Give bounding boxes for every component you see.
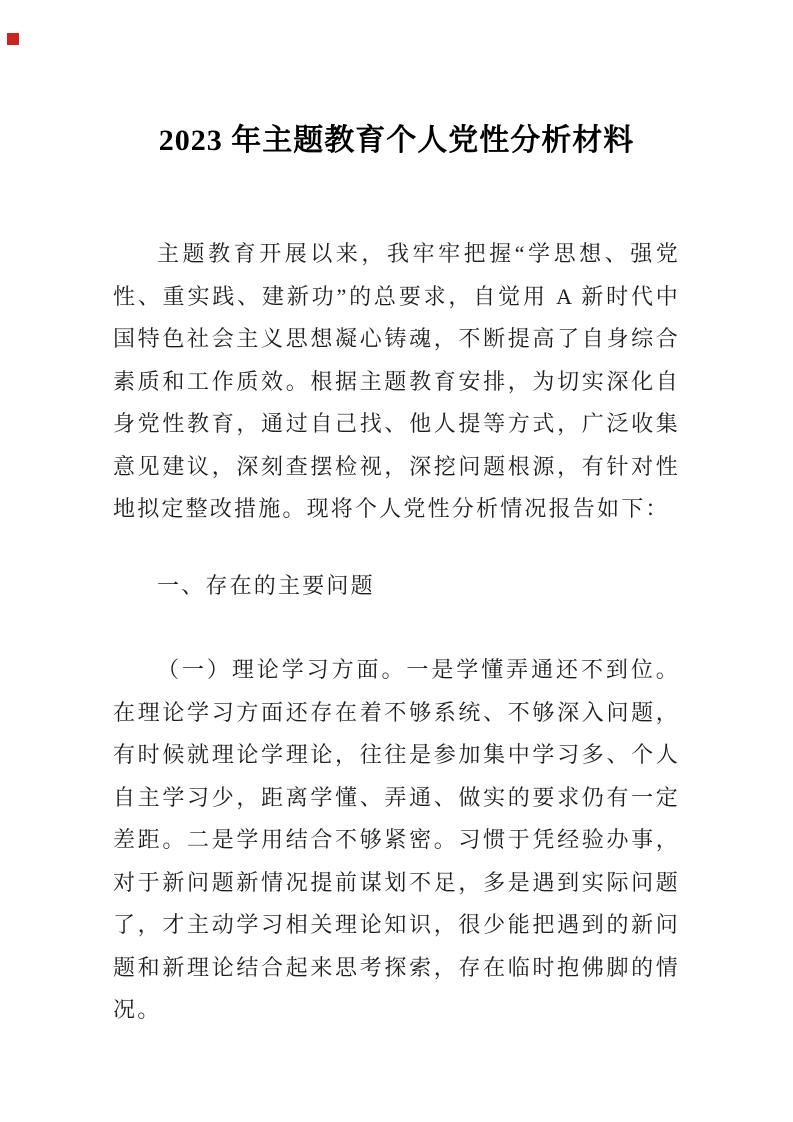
red-square-marker [7,33,19,45]
document-title: 2023 年主题教育个人党性分析材料 [158,124,635,157]
paragraph-theory-study: （一）理论学习方面。一是学懂弄通还不到位。在理论学习方面还存在着不够系统、不够深入问题，有时候就理论学理论，往往是参加集中学习多、个人自主学习少，距离学懂、弄通、做实的要求仍有一定差距。二是学用结合不够紧密。习惯于凭经验办事，对于新问题新情况提前谋划不足，多是遇到实际问题了，才主动学习相关理论知识，很少能把遇到的新问题和新理论结合起来思考探索，存在临时抱佛脚的情况。 [113,657,680,1022]
paragraph-intro: 主题教育开展以来，我牢牢把握“学思想、强党性、重实践、建新功”的总要求，自觉用 A 新时代中国特色社会主义思想凝心铸魂，不断提高了自身综合素质和工作质效。根据主题教育安排，为切实深化自身党性教育，通过自己找、他人提等方式，广泛收集意见建议，深刻查摆检视，深挖问题根源，有针对性地拟定整改措施。现将个人党性分析情况报告如下： [113,241,680,521]
document-body [113,233,680,1032]
section-heading-main-problems: 一、存在的主要问题 [157,572,375,598]
